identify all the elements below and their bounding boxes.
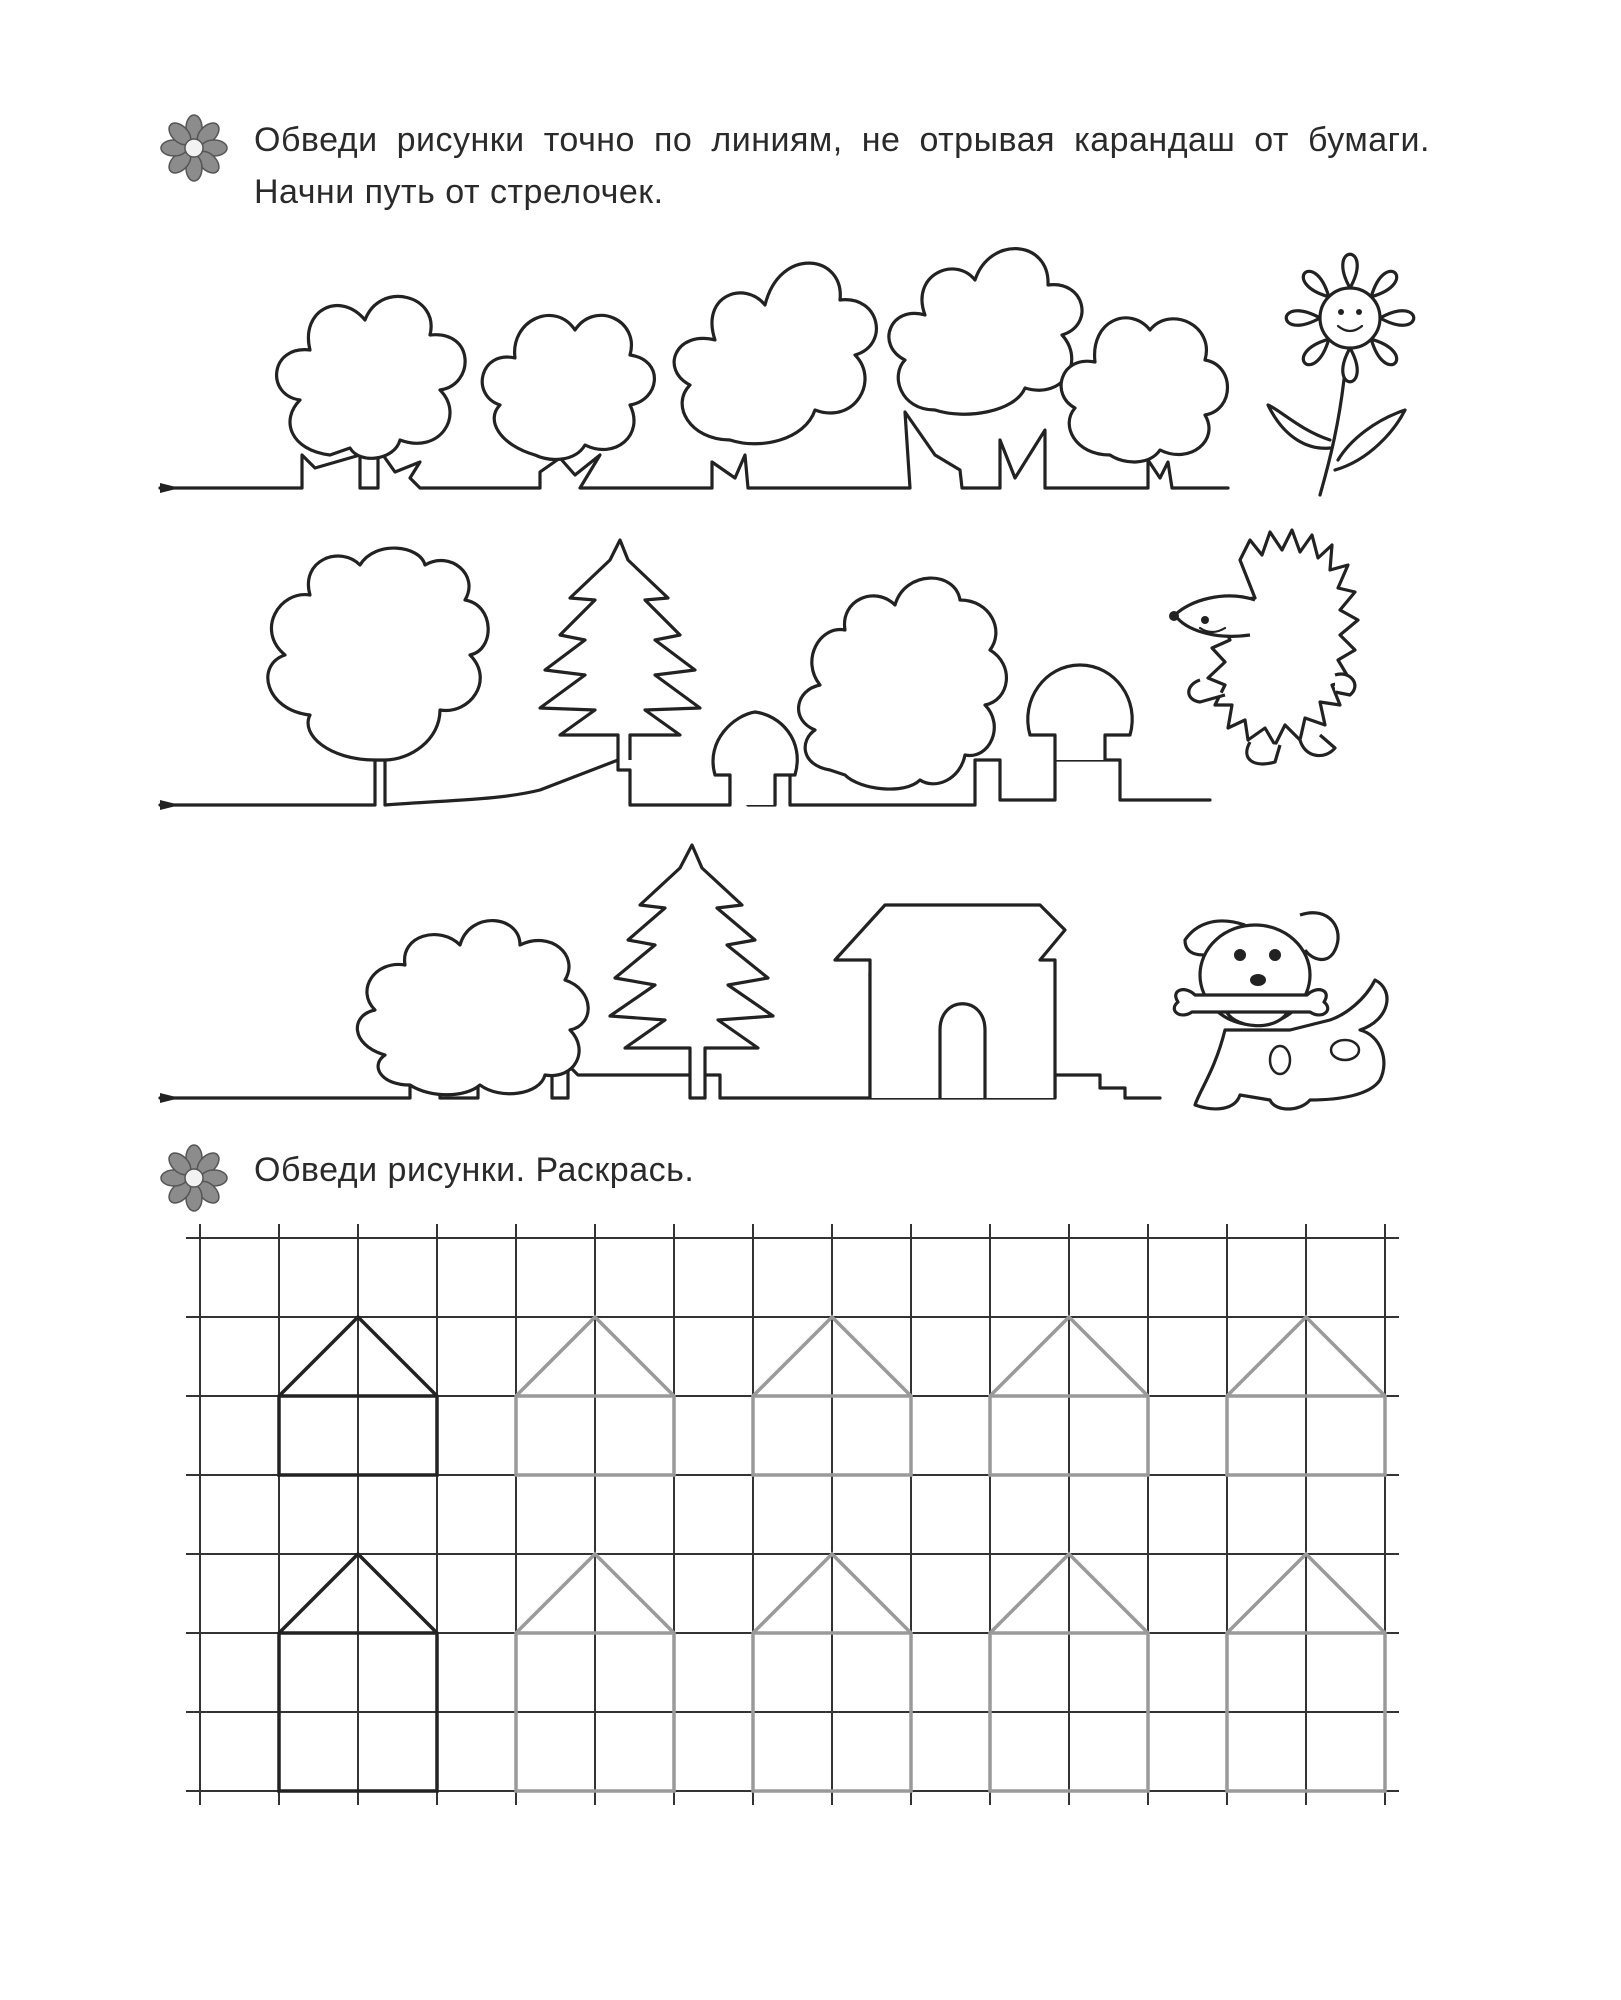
grid-lines (186, 1224, 1399, 1805)
bush-outline[interactable] (357, 921, 588, 1095)
flower-bush-outline[interactable] (889, 249, 1082, 415)
doghouse-door[interactable] (940, 1004, 985, 1098)
puppy-icon (1174, 913, 1387, 1109)
tracing-row-3 (160, 845, 1387, 1109)
house-figures (279, 1317, 1385, 1791)
mushroom-outline[interactable] (713, 712, 797, 805)
instruction-text: Обведи рисунки точно по линиям, не отрывая карандаш от бумаги. Начни путь от стрелочек. (254, 121, 1430, 211)
house-trace-guide[interactable] (990, 1317, 1148, 1475)
fir-tree-outline[interactable] (540, 540, 700, 760)
daisy-icon (1268, 254, 1414, 495)
house-trace-guide[interactable] (753, 1317, 911, 1475)
house-sample (279, 1317, 437, 1475)
mushroom-outline[interactable] (1028, 665, 1132, 760)
flower-bush-outline[interactable] (277, 296, 466, 458)
fir-tree-outline[interactable] (610, 845, 773, 1075)
house-trace-guide[interactable] (516, 1554, 674, 1791)
house-trace-guide[interactable] (1227, 1554, 1385, 1791)
house-sample (279, 1554, 437, 1791)
flower-bush-outline[interactable] (482, 315, 654, 459)
house-trace-guide[interactable] (1227, 1317, 1385, 1475)
tracing-row-2 (160, 530, 1358, 810)
bush-outline[interactable] (799, 578, 1007, 789)
flower-bush-outline[interactable] (674, 263, 876, 444)
house-trace-guide[interactable] (753, 1554, 911, 1791)
tracing-row-1 (160, 249, 1414, 495)
hedgehog-icon (1169, 530, 1358, 764)
house-trace-guide[interactable] (990, 1554, 1148, 1791)
house-trace-guide[interactable] (516, 1317, 674, 1475)
flower-bush-outline[interactable] (1061, 318, 1227, 462)
tree-outline[interactable] (268, 548, 488, 760)
instruction-text: Обведи рисунки. Раскрась. (254, 1151, 695, 1189)
trace-path-row-2[interactable] (160, 760, 1210, 805)
